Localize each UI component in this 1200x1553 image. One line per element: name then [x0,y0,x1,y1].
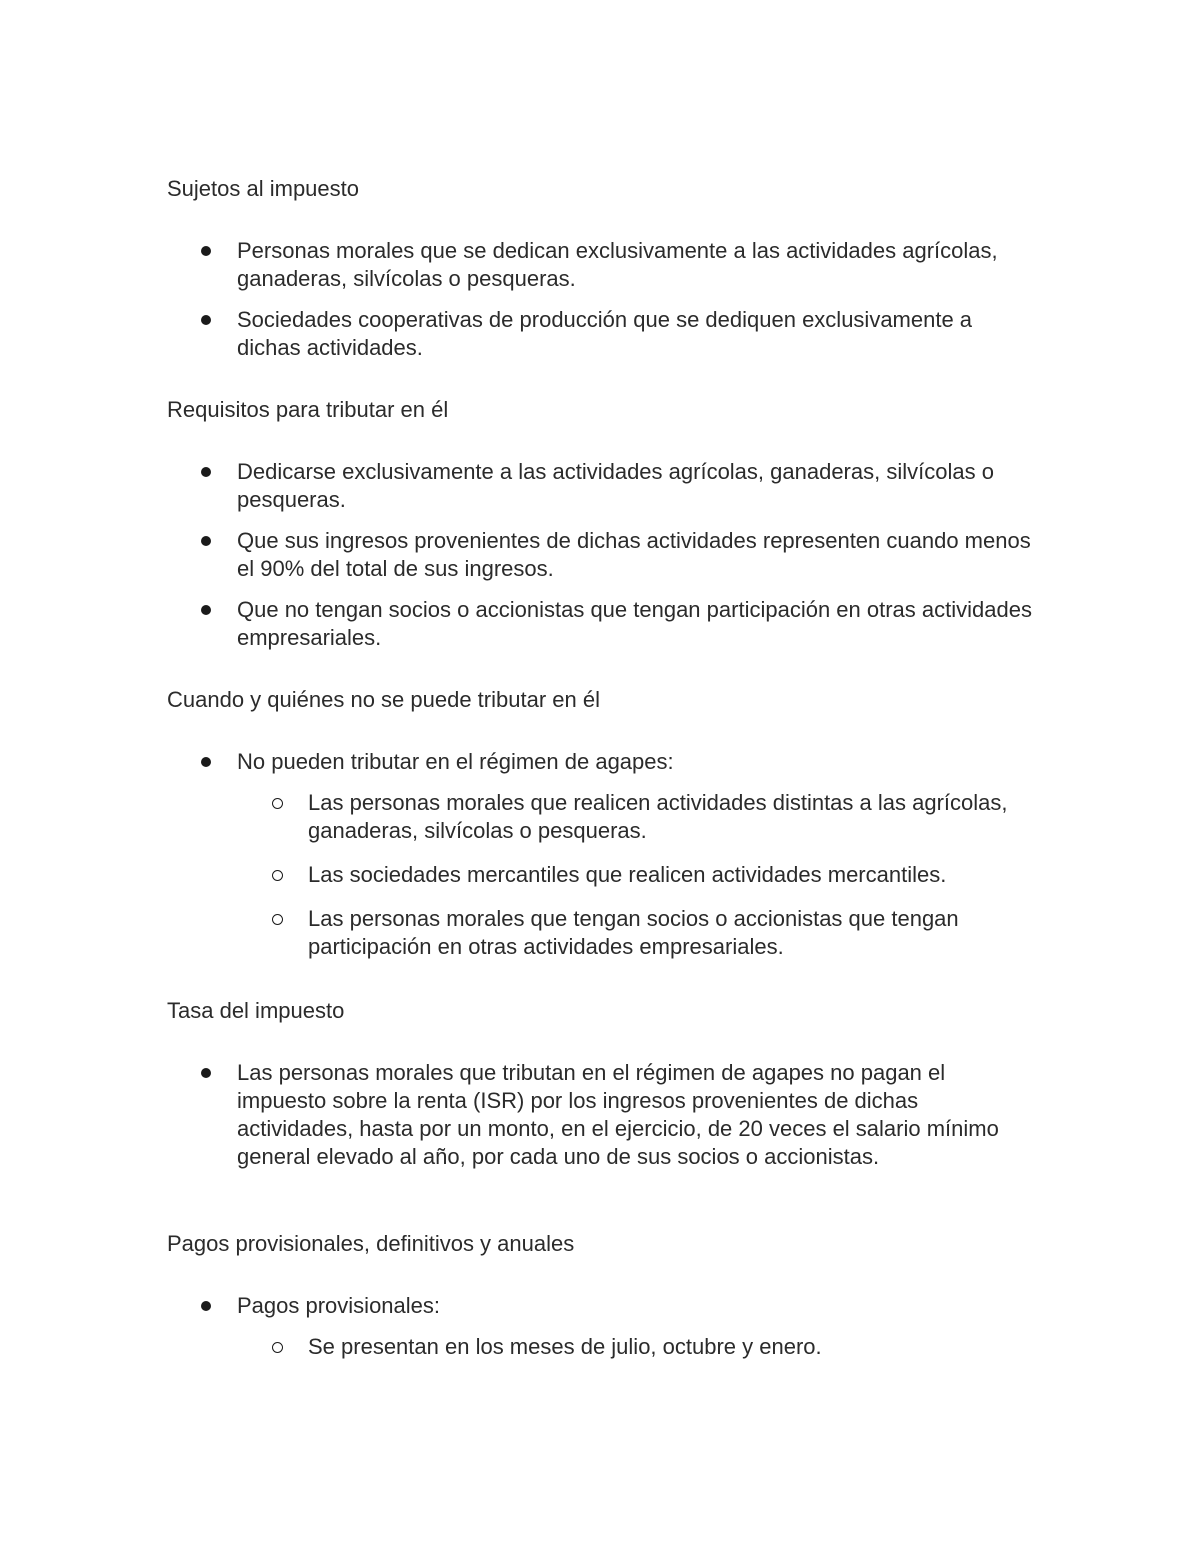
sub-list-item: Las personas morales que tengan socios o accionistas que tengan participación en otras actividades empresariales. [308,906,959,959]
list-item: Sociedades cooperativas de producción que se dediquen exclusivamente a dichas actividades. [237,307,973,360]
list-item: Pagos provisionales: [237,1293,441,1318]
bullet-icon [201,757,211,767]
list-item: Personas morales que se dedican exclusivamente a las actividades agrícolas, ganaderas, silvícolas o pesqueras. [237,238,998,291]
section-heading: Sujetos al impuesto [167,176,359,201]
list-item: No pueden tributar en el régimen de agapes: [237,749,674,774]
bullet-icon [201,536,211,546]
section-heading: Pagos provisionales, definitivos y anuales [167,1231,575,1256]
sub-list-item: Las sociedades mercantiles que realicen actividades mercantiles. [308,862,947,887]
circle-bullet-icon [272,798,283,809]
section-heading: Requisitos para tributar en él [167,397,449,422]
circle-bullet-icon [272,870,283,881]
bullet-icon [201,467,211,477]
list-item: Dedicarse exclusivamente a las actividades agrícolas, ganaderas, silvícolas o pesqueras. [237,459,994,512]
circle-bullet-icon [272,914,283,925]
circle-bullet-icon [272,1342,283,1353]
section-heading: Cuando y quiénes no se puede tributar en él [167,687,600,712]
bullet-icon [201,605,211,615]
bullet-icon [201,315,211,325]
bullet-icon [201,1301,211,1311]
sub-list-item: Las personas morales que realicen actividades distintas a las agrícolas, ganaderas, silvícolas o pesqueras. [308,790,1008,843]
section-heading: Tasa del impuesto [167,998,345,1023]
sub-list-item: Se presentan en los meses de julio, octubre y enero. [308,1334,822,1359]
bullet-icon [201,246,211,256]
list-item: Que no tengan socios o accionistas que tengan participación en otras actividades empresariales. [237,597,1032,650]
list-item: Que sus ingresos provenientes de dichas actividades representen cuando menos el 90% del total de sus ingresos. [237,528,1031,581]
bullet-icon [201,1068,211,1078]
list-item: Las personas morales que tributan en el régimen de agapes no pagan el impuesto sobre la renta (ISR) por los ingresos provenientes de dichas actividades, hasta por un monto, en el ejercicio, de 20 veces el salario mínimo general elevado al año, por cada uno de sus socios o accionistas. [237,1060,999,1169]
